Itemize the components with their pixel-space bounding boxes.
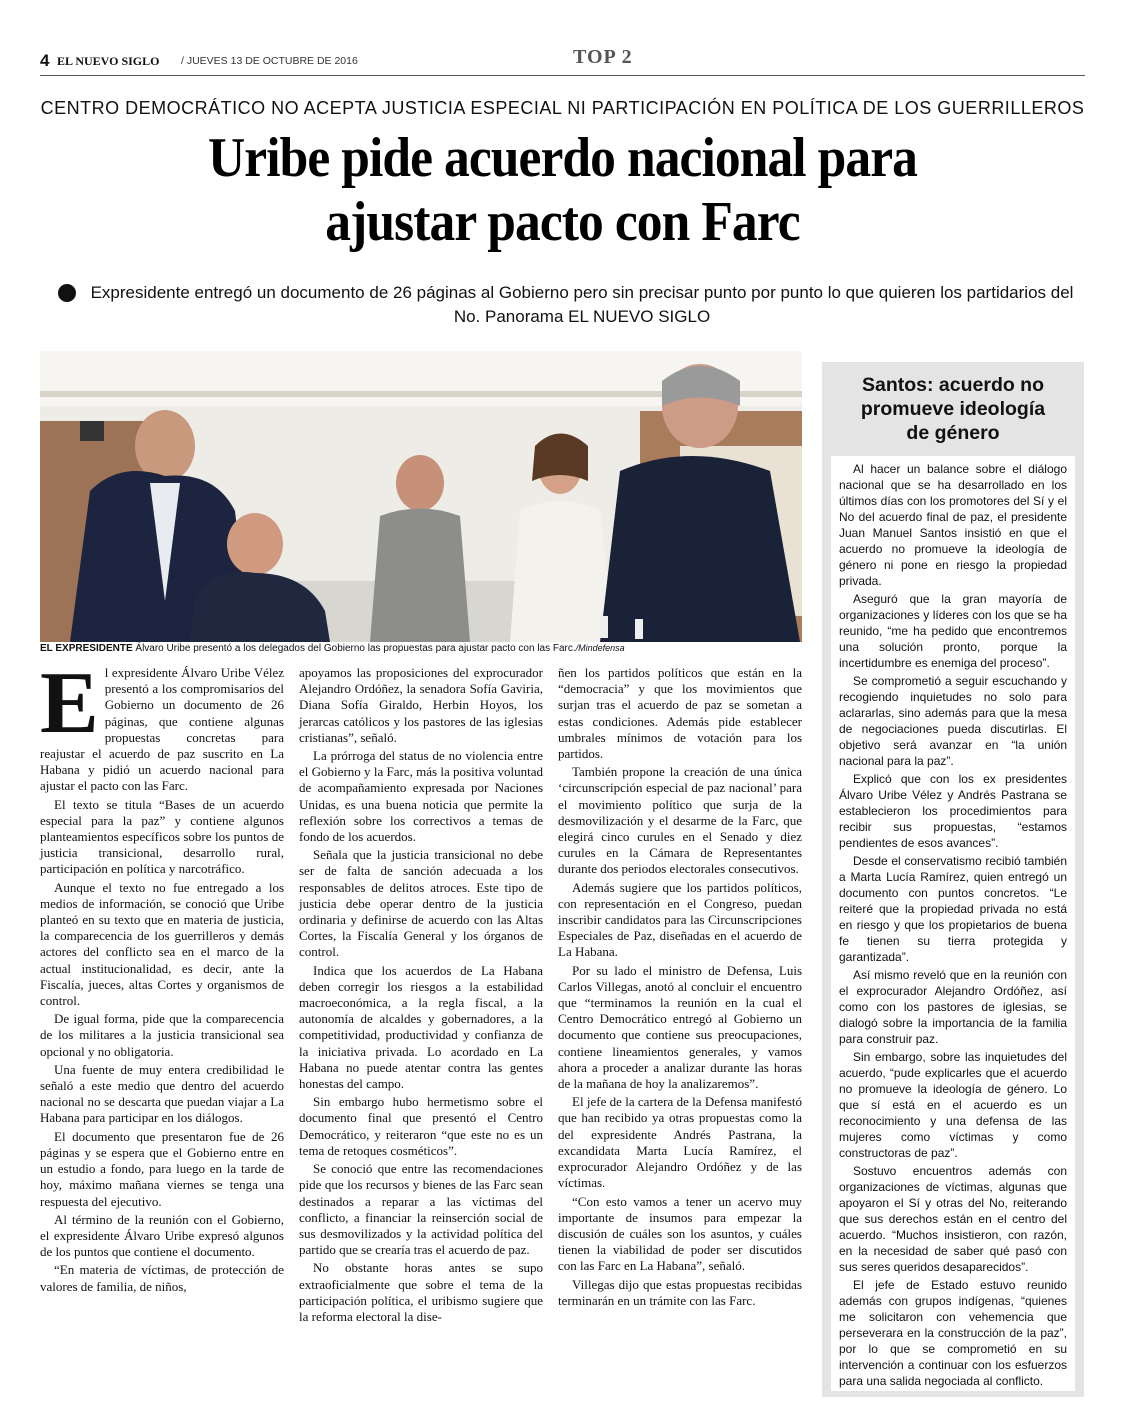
article-column-1 [40, 655, 284, 1297]
photo-illustration [40, 351, 802, 642]
sidebar-body [831, 456, 1075, 1391]
sidebar-paragraph: Desde el conservatismo recibió también a Marta Lucía Ramírez, quien entregó un documento con puntos concretos. “Le reiteré que la propiedad privada no está en riesgo y que los propietarios de buena fe tienen su tierra protegida y garantizada”. [839, 854, 1067, 964]
headline [82, 126, 1043, 254]
headline-line-2: ajustar pacto con Farc [325, 191, 800, 253]
sidebar-title-line-1: Santos: acuerdo no [861, 374, 1045, 396]
article-paragraph: Al término de la reunión con el Gobierno, el expresidente Álvaro Uribe expresó algunos de los puntos que contiene el documento. [40, 1211, 284, 1260]
article-paragraph: De igual forma, pide que la comparecencia de los militares a la justicia transicional sea opcional y no obligatoria. [40, 1011, 284, 1059]
sidebar-paragraph: Al hacer un balance sobre el diálogo nacional que se ha desarrollado en los últimos días con los promotores del Sí y el No del acuerdo final de paz, el presidente Juan Manuel Santos insistió en que el acuerdo no promueve la ideología de género ni pone en riesgo la propiedad privada. [839, 462, 1067, 588]
sidebar-paragraph: Aseguró que la gran mayoría de organizaciones y líderes con los que se ha reunido, “me ha pedido que encontremos una solución pronto, porque la incertidumbre es enemiga del proceso”. [839, 592, 1067, 670]
bullet-icon [58, 284, 76, 302]
article-paragraph: “En materia de víctimas, de protección de valores de familia, de niños, [40, 1262, 284, 1294]
article-column-3 [558, 665, 802, 1311]
article-paragraph: Indica que los acuerdos de La Habana deben corregir los riesgos a la estabilidad macroeconómica, a la regla fiscal, a la autonomía de alcaldes y gobernadores, a la competitividad, productividad y confianza de la iniciativa privada. Lo acordado en La Habana no puede atentar contra las gentes honestas del campo. [299, 962, 543, 1092]
page-number: 4 [40, 51, 50, 70]
subhead-text: Expresidente entregó un documento de 26 páginas al Gobierno pero sin precisar punto por punto lo que quieren los partidarios del No. Panorama EL NUEVO SIGLO [90, 283, 1074, 326]
sidebar-paragraph: Sin embargo, sobre las inquietudes del acuerdo, “pude explicarles que el acuerdo no promueve la ideología de género. Lo que sí está en el acuerdo es un reconocimiento y una defensa de las mujeres como víctimas y como constructoras de paz”. [839, 1050, 1067, 1160]
photo-credit: /Mindefensa [575, 643, 625, 653]
sidebar-title-line-2: promueve ideología [860, 398, 1046, 420]
photo-caption [40, 642, 802, 655]
issue-date: / JUEVES 13 DE OCTUBRE DE 2016 [181, 55, 358, 67]
sidebar-paragraph: Así mismo reveló que en la reunión con el exprocurador Alejandro Ordóñez, así como con los pastores de iglesias, se dialogó sobre la importancia de la familia para construir paz. [839, 968, 1067, 1046]
news-photo [40, 351, 802, 642]
article-paragraph: Se conoció que entre las recomendaciones pide que los recursos y bienes de las Farc sean destinados a reparar a las víctimas del conflicto, a financiar la reinserción social de sus desmovilizados y la actividad política del partido que se crearía tras el acuerdo de paz. [299, 1161, 543, 1258]
sidebar-title [822, 373, 1084, 445]
sidebar-paragraph: Sostuvo encuentros además con organizaciones de víctimas, algunas que apoyaron el Sí y otras del No, reiterando que sus derechos están en el centro del acuerdo. “Muchos insistieron, con razón, en la necesidad de saber qué pasó con sus seres queridos desaparecidos”. [839, 1164, 1067, 1274]
sidebar-paragraph: El jefe de Estado estuvo reunido además con grupos indígenas, “quienes me solicitaron con vehemencia que perseverara en la construcción de la paz”, por lo que se comprometió en su intervención a continuar con los esfuerzos para una salida negociada al conflicto. [839, 1278, 1067, 1388]
sidebar-paragraph: Explicó que con los ex presidentes Álvaro Uribe Vélez y Andrés Pastrana se establecieron los procedimientos para recibir sus propuestas, “estamos pendientes de esos avances”. [839, 772, 1067, 850]
caption-text: Álvaro Uribe presentó a los delegados del Gobierno las propuestas para ajustar pacto con las Farc. [132, 643, 576, 654]
article-paragraph: También propone la creación de una única ‘circunscripción especial de paz nacional’ para el movimiento político que surja de la desmovilización y el desarme de la Farc, que elegirá cinco curules en el Senado y diez curules en la Cámara de Representantes durante dos periodos electorales consecutivos. [558, 764, 802, 877]
article-paragraph: Aunque el texto no fue entregado a los medios de información, se conoció que Uribe planteó en su texto que en materia de justicia, la comparecencia de los guerrilleros y demás actores del conflicto sea en el marco de la actual institucionalidad, es decir, ante la Fiscalía, jueces, altas Cortes y organismos de control. [40, 879, 284, 1009]
sidebar-box [822, 362, 1084, 1397]
article-paragraph: apoyamos las proposiciones del exprocurador Alejandro Ordóñez, la senadora Sofía Gaviria, Diana Sofía Giraldo, Herbin Hoyos, los jerarcas católicos y los pastores de las iglesias cristianas”, señaló. [299, 665, 543, 745]
article-paragraph: Sin embargo hubo hermetismo sobre el documento final que presentó el Centro Democrático, y reiteraron “que este no es un tema de retoques cosméticos”. [299, 1094, 543, 1158]
article-paragraph: Una fuente de muy entera credibilidad le señaló a este medio que dentro del acuerdo nacional no se descarta que puedan viajar a La Habana para participar en los diálogos. [40, 1061, 284, 1126]
caption-label: EL EXPRESIDENTE [40, 643, 133, 654]
article-paragraph: El documento que presentaron fue de 26 páginas y se espera que el Gobierno entre en un estudio a fondo, para luego en la tarde de hoy, máximo mañana viernes se tenga una respuesta del ejecutivo. [40, 1128, 284, 1209]
sidebar-title-line-3: de género [906, 422, 1000, 444]
drop-cap: E [40, 655, 99, 752]
article-paragraph: El jefe de la cartera de la Defensa manifestó que han recibido ya otras propuestas como la del expresidente Andrés Pastrana, la excandidata Marta Lucía Ramírez, el exprocurador Alejandro Ordóñez y de las víctimas. [558, 1094, 802, 1191]
article-paragraph: Por su lado el ministro de Defensa, Luis Carlos Villegas, anotó al concluir el encuentro que “terminamos la reunión en la cual el Centro Democrático entregó al Gobierno un documento que contiene sus preocupaciones, contiene lineamientos generales, y vamos ahora a proceder a analizar durante las horas de la mañana de hoy la analizaremos”. [558, 962, 802, 1092]
article-paragraph: Señala que la justicia transicional no debe ser de falta de sanción adecuada a los responsables de delitos atroces. Este tipo de justicia debe operar dentro de la justicia ordinaria y definirse de acuerdo con las Altas Cortes, la Fiscalía General y los órganos de control. [299, 847, 543, 960]
article-column-2 [299, 665, 543, 1327]
section-name: TOP 2 [573, 46, 633, 68]
kicker: CENTRO DEMOCRÁTICO NO ACEPTA JUSTICIA ESPECIAL NI PARTICIPACIÓN EN POLÍTICA DE LOS GUERRILLEROS [40, 98, 1085, 118]
article-paragraph: Villegas dijo que estas propuestas recibidas terminarán en un trámite con las Farc. [558, 1276, 802, 1308]
article-paragraph: l expresidente Álvaro Uribe Vélez presentó a los compromisarios del Gobierno un documento de 26 páginas, que contiene algunas propuestas concretas para reajustar el acuerdo de paz suscrito en La Habana y pidió un acuerdo nacional para ajustar el pacto con las Farc. [40, 665, 284, 794]
headline-line-1: Uribe pide acuerdo nacional para [207, 127, 918, 189]
publication-name: EL NUEVO SIGLO [57, 54, 160, 68]
article-paragraph: El texto se titula “Bases de un acuerdo especial para la paz” y contiene algunos planteamientos específicos sobre los puntos de justicia transicional, desarrollo rural, participación en política y narcotráfico. [40, 796, 284, 877]
article-paragraph: “Con esto vamos a tener un acervo muy importante de insumos para empezar la discusión de cuáles son los asuntos, y cuáles tienen la viabilidad de poder ser discutidos con las Farc en La Habana”, señaló. [558, 1193, 802, 1274]
page-folio [40, 46, 1085, 76]
subhead [58, 281, 1076, 329]
article-paragraph: Además sugiere que los partidos políticos, con representación en el Congreso, puedan inscribir candidatos para las Circunscripciones Especiales de Paz, diseñadas en el acuerdo de La Habana. [558, 879, 802, 960]
article-paragraph: La prórroga del status de no violencia entre el Gobierno y la Farc, más la positiva voluntad de acompañamiento expresada por Naciones Unidas, es una buena noticia que permite la reflexión sobre los correctivos a temas de fondo de los acuerdos. [299, 748, 543, 845]
sidebar-paragraph: Se comprometió a seguir escuchando y recogiendo inquietudes no solo para aclararlas, sino además para que la mesa de negociaciones pueda discutirlas. El objetivo será avanzar en “la unión nacional para la paz”. [839, 674, 1067, 768]
article-paragraph: No obstante horas antes se supo extraoficialmente que sobre el tema de la participación política, el uribismo sugiere que la reforma electoral la dise- [299, 1260, 543, 1324]
article-paragraph: ñen los partidos políticos que están en la “democracia” y que los movimientos que surjan tras el acuerdo de paz se sometan a estas condiciones. Además pide establecer umbrales mínimos de votación para los partidos. [558, 665, 802, 762]
